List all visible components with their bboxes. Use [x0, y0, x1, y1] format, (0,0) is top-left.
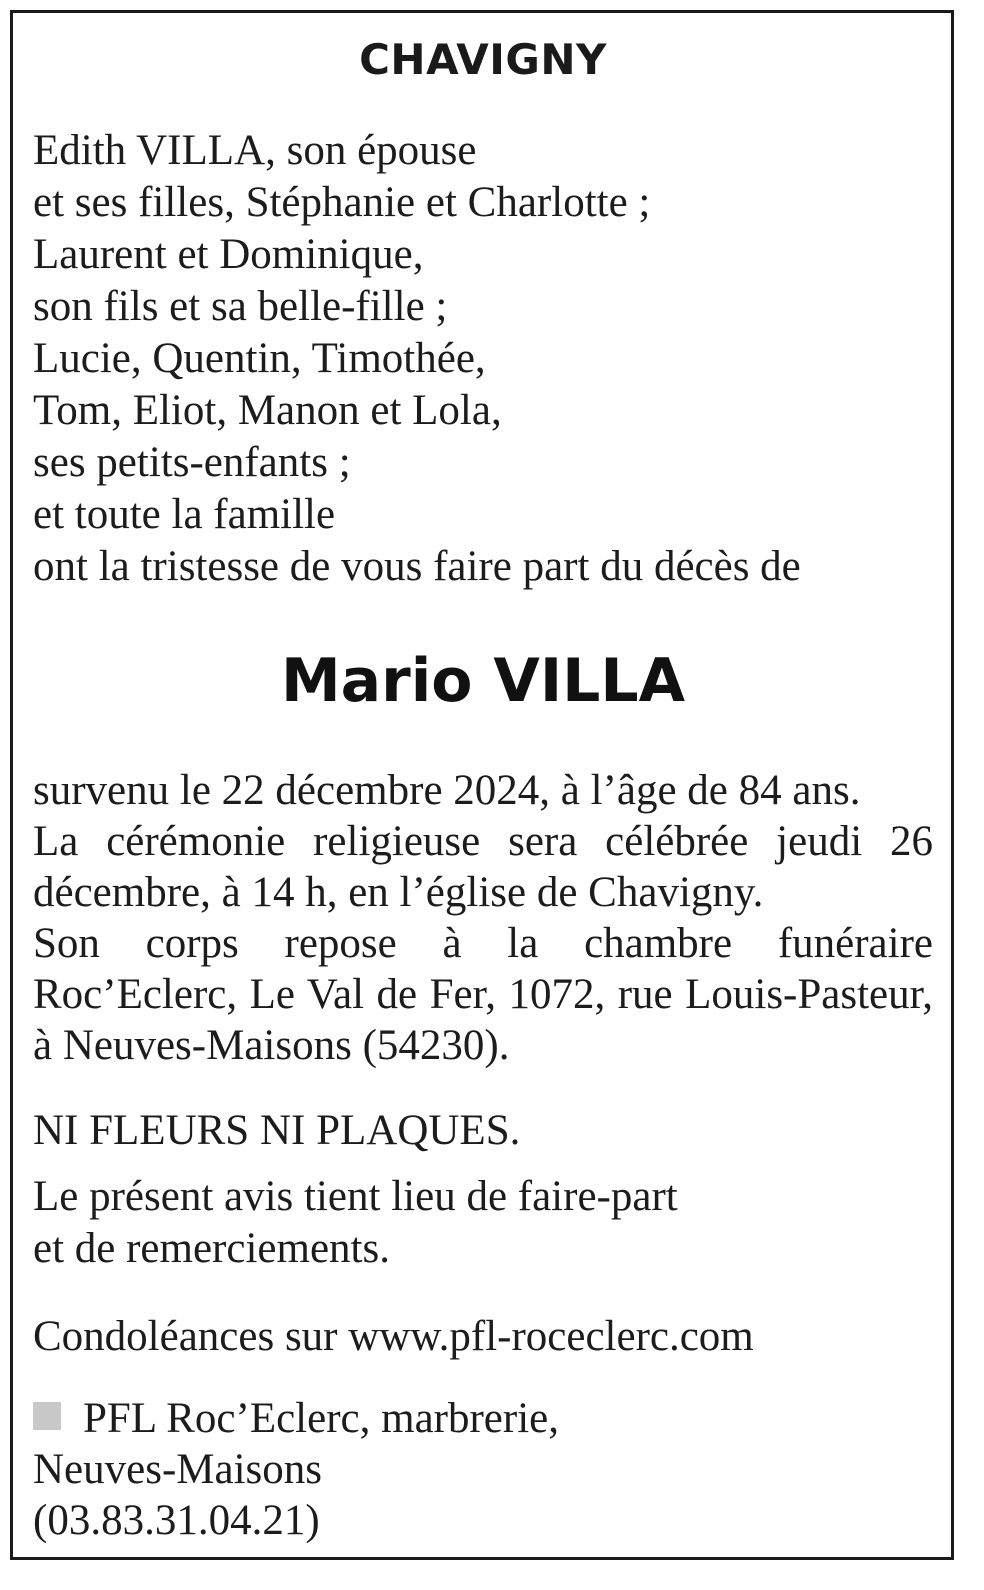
family-line: son fils et sa belle-fille ;	[33, 283, 448, 330]
no-flowers-notice	[33, 1105, 933, 1157]
deceased-name: Mario VILLA	[280, 646, 686, 716]
funeral-home-info	[33, 1393, 933, 1546]
family-announcement	[33, 125, 933, 593]
condolences-text: Condoléances sur www.pfl-roceclerc.com	[33, 1313, 754, 1360]
family-line: ont la tristesse de vous faire part du décès de	[33, 543, 801, 590]
notice-statement	[33, 1171, 933, 1275]
funeral-home-city: Neuves-Maisons	[33, 1446, 323, 1493]
family-line: et ses filles, Stéphanie et Charlotte ;	[33, 179, 651, 226]
family-line: Tom, Eliot, Manon et Lola,	[33, 387, 502, 434]
obituary-notice	[10, 10, 954, 1560]
family-line: Lucie, Quentin, Timothée,	[33, 335, 486, 382]
family-line: Laurent et Dominique,	[33, 231, 424, 278]
death-details	[33, 765, 933, 1071]
condolences-info	[33, 1311, 933, 1363]
funeral-home-phone: (03.83.31.04.21)	[33, 1497, 320, 1544]
family-line: et toute la famille	[33, 491, 336, 538]
notice-statement-line: et de remerciements.	[33, 1225, 390, 1272]
resting-place-info: Son corps repose à la chambre funéraire Roc’Eclerc, Le Val de Fer, 1072, rue Louis-Pasteur, à Neuves-Maisons (54230).	[33, 920, 933, 1069]
death-date-line: survenu le 22 décembre 2024, à l’âge de 84 ans.	[33, 767, 861, 814]
notice-statement-line: Le présent avis tient lieu de faire-part	[33, 1173, 678, 1220]
town-heading: CHAVIGNY	[359, 35, 607, 84]
square-bullet-icon	[33, 1402, 61, 1430]
ceremony-info: La cérémonie religieuse sera célébrée jeudi 26 décembre, à 14 h, en l’église de Chavigny.	[33, 818, 933, 916]
no-flowers-text: NI FLEURS NI PLAQUES.	[33, 1107, 521, 1154]
family-line: Edith VILLA, son épouse	[33, 127, 477, 174]
funeral-home-name: PFL Roc’Eclerc, marbrerie,	[83, 1395, 559, 1442]
family-line: ses petits-enfants ;	[33, 439, 351, 486]
funeral-home-line	[33, 1393, 933, 1444]
